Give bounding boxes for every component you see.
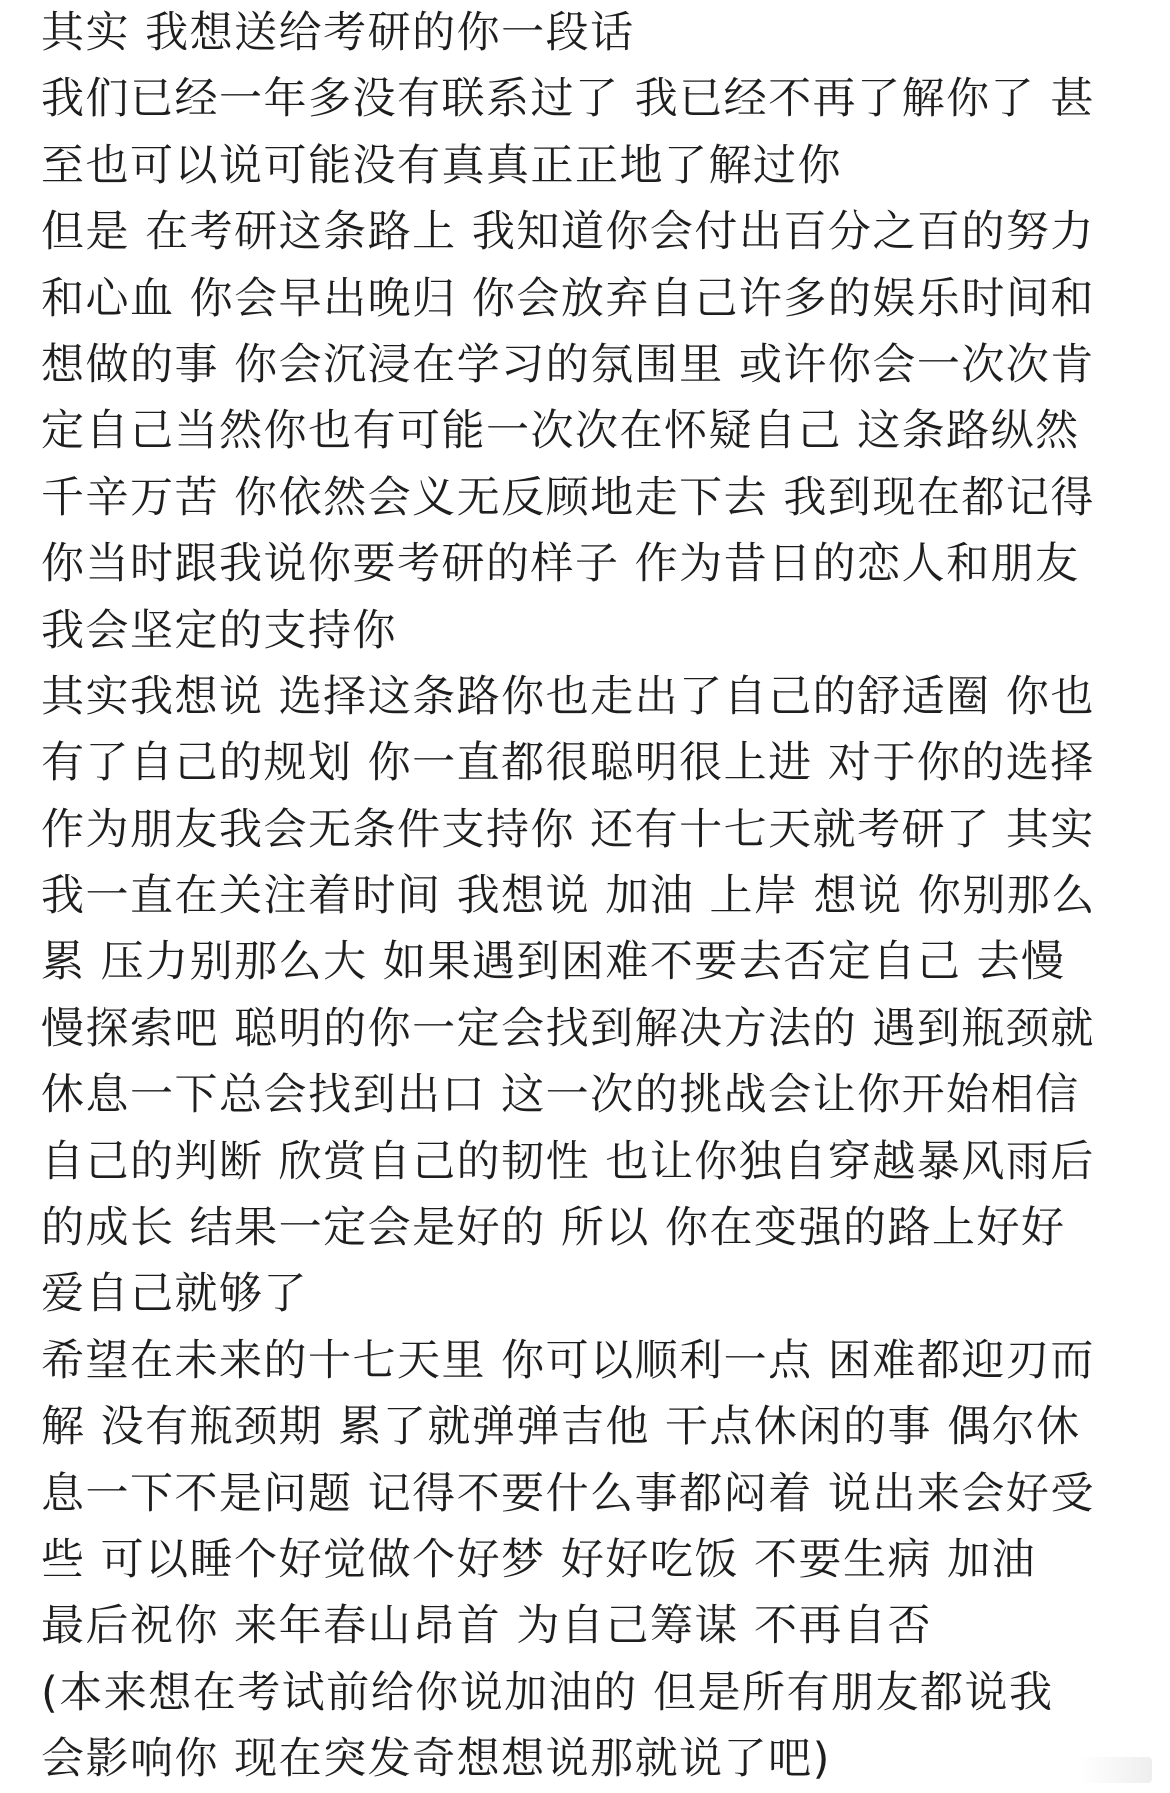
text-line: 想做的事 你会沉浸在学习的氛围里 或许你会一次次肯 bbox=[41, 339, 1095, 390]
text-line: (本来想在考试前给你说加油的 但是所有朋友都说我 bbox=[41, 1667, 1054, 1718]
text-line: 定自己当然你也有可能一次次在怀疑自己 这条路纵然 bbox=[41, 406, 1080, 457]
text-line: 自己的判断 欣赏自己的韧性 也让你独自穿越暴风雨后 bbox=[41, 1136, 1095, 1187]
text-body bbox=[41, 0, 1141, 1793]
text-line: 我会坚定的支持你 bbox=[41, 605, 397, 656]
text-line: 你当时跟我说你要考研的样子 作为昔日的恋人和朋友 bbox=[41, 539, 1080, 590]
text-line: 和心血 你会早出晚归 你会放弃自己许多的娱乐时间和 bbox=[41, 273, 1095, 324]
text-line: 但是 在考研这条路上 我知道你会付出百分之百的努力 bbox=[41, 207, 1095, 258]
text-line: 我一直在关注着时间 我想说 加油 上岸 想说 你别那么 bbox=[41, 871, 1096, 922]
text-line: 会影响你 现在突发奇想想说那就说了吧) bbox=[41, 1734, 831, 1785]
text-line: 有了自己的规划 你一直都很聪明很上进 对于你的选择 bbox=[41, 738, 1095, 789]
text-line: 其实 我想送给考研的你一段话 bbox=[41, 8, 635, 58]
text-line: 息一下不是问题 记得不要什么事都闷着 说出来会好受 bbox=[41, 1468, 1095, 1519]
text-line: 的成长 结果一定会是好的 所以 你在变强的路上好好 bbox=[41, 1203, 1066, 1254]
text-line: 爱自己就够了 bbox=[41, 1269, 308, 1320]
text-line: 慢探索吧 聪明的你一定会找到解决方法的 遇到瓶颈就 bbox=[41, 1003, 1095, 1054]
text-line: 作为朋友我会无条件支持你 还有十七天就考研了 其实 bbox=[41, 804, 1095, 855]
text-line: 我们已经一年多没有联系过了 我已经不再了解你了 甚 bbox=[41, 74, 1095, 125]
watermark bbox=[1080, 1757, 1152, 1783]
text-line: 休息一下总会找到出口 这一次的挑战会让你开始相信 bbox=[41, 1070, 1080, 1121]
text-line: 些 可以睡个好觉做个好梦 好好吃饭 不要生病 加油 bbox=[41, 1534, 1037, 1585]
text-line: 希望在未来的十七天里 你可以顺利一点 困难都迎刃而 bbox=[41, 1335, 1095, 1386]
text-line: 解 没有瓶颈期 累了就弹弹吉他 干点休闲的事 偶尔休 bbox=[41, 1402, 1081, 1453]
text-line: 至也可以说可能没有真真正正地了解过你 bbox=[41, 140, 842, 191]
text-line: 千辛万苦 你依然会义无反顾地走下去 我到现在都记得 bbox=[41, 472, 1095, 523]
text-line: 最后祝你 来年春山昂首 为自己筹谋 不再自否 bbox=[41, 1601, 933, 1652]
text-line: 其实我想说 选择这条路你也走出了自己的舒适圈 你也 bbox=[41, 671, 1095, 722]
text-line: 累 压力别那么大 如果遇到困难不要去否定自己 去慢 bbox=[41, 937, 1066, 988]
